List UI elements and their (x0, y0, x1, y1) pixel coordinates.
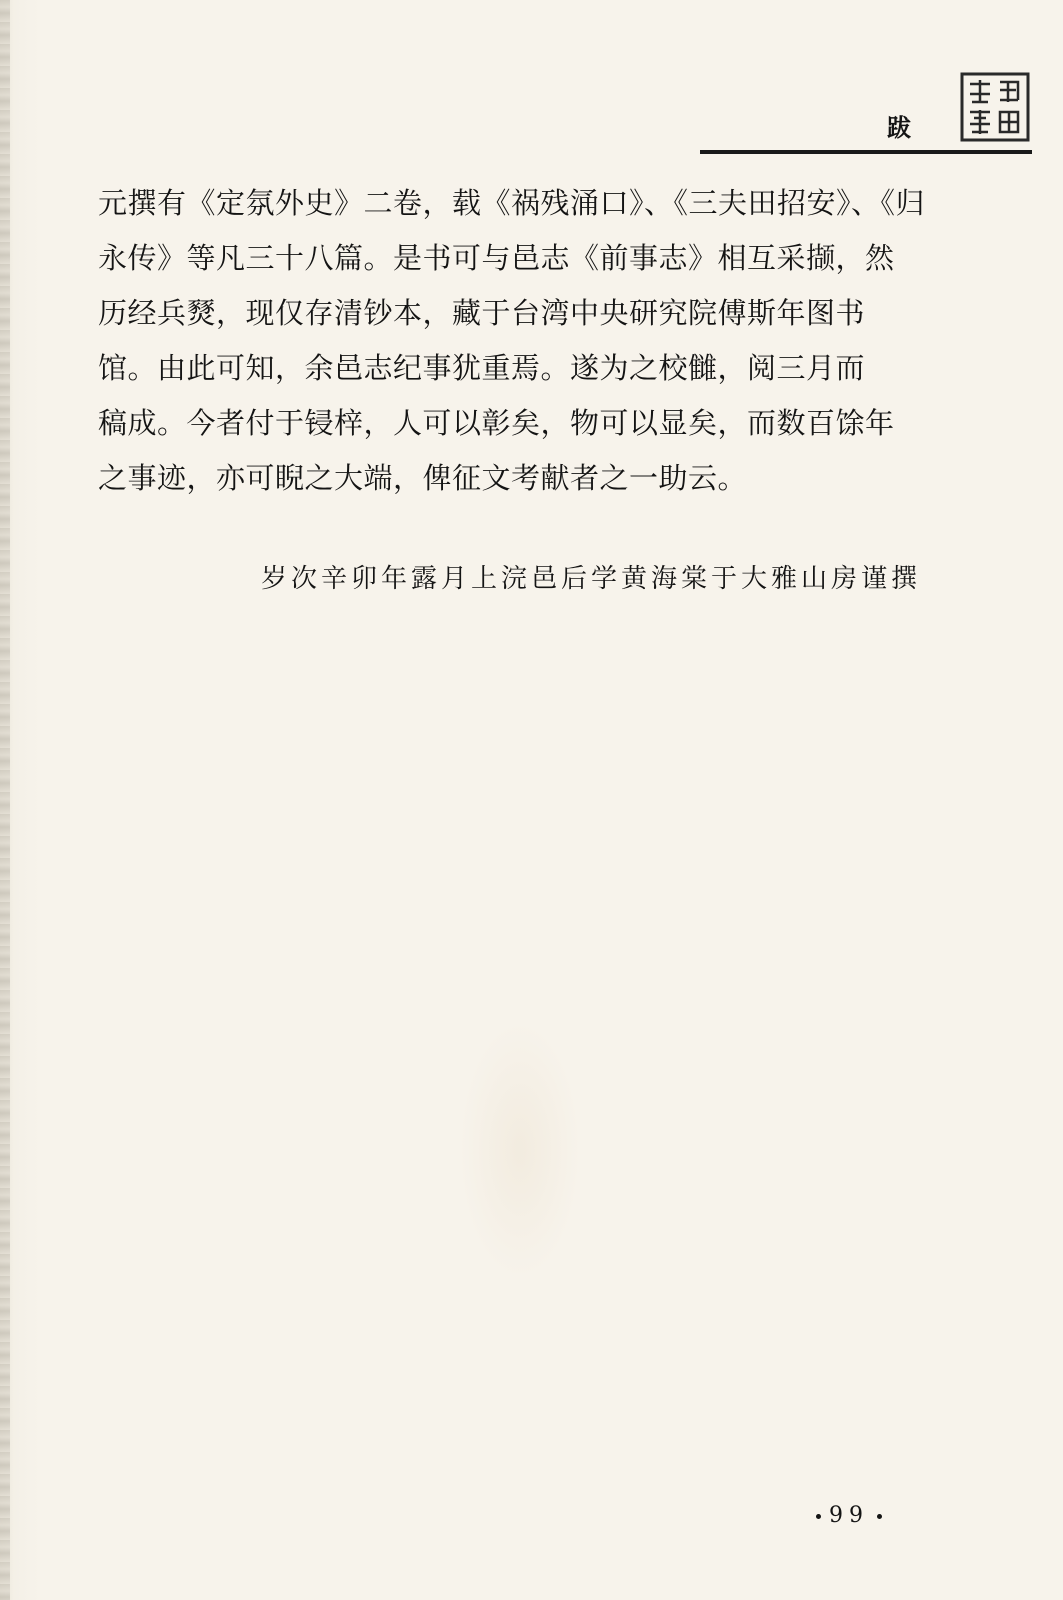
bullet-dot-icon (877, 1514, 882, 1519)
body-line: 稿成。今者付于锓梓，人可以彰矣，物可以显矣，而数百馀年 (98, 406, 895, 440)
author-signature: 岁次辛卯年露月上浣邑后学黄海棠于大雅山房谨撰 (260, 564, 921, 594)
body-paragraph (98, 176, 928, 506)
body-line: 历经兵燹，现仅存清钞本，藏于台湾中央研究院傅斯年图书 (98, 296, 866, 330)
body-line: 之事迹，亦可睨之大端，俾征文考献者之一助云。 (98, 461, 748, 495)
page-number (808, 1503, 890, 1528)
header-rule (700, 150, 1032, 154)
body-line: 馆。由此可知，余邑志纪事犹重焉。遂为之校雠，阅三月而 (98, 351, 866, 385)
body-line: 永传》等凡三十八篇。是书可与邑志《前事志》相互采撷，然 (98, 241, 895, 275)
section-title: 跋 (887, 113, 913, 142)
body-line: 元撰有《定氛外史》二卷，载《祸残涌口》、《三夫田招安》、《归 (98, 186, 926, 220)
page-edge-shadow (0, 0, 10, 1600)
bullet-dot-icon (816, 1514, 821, 1519)
seal-stamp-icon (960, 72, 1030, 142)
page-number-value: 99 (829, 1503, 869, 1528)
